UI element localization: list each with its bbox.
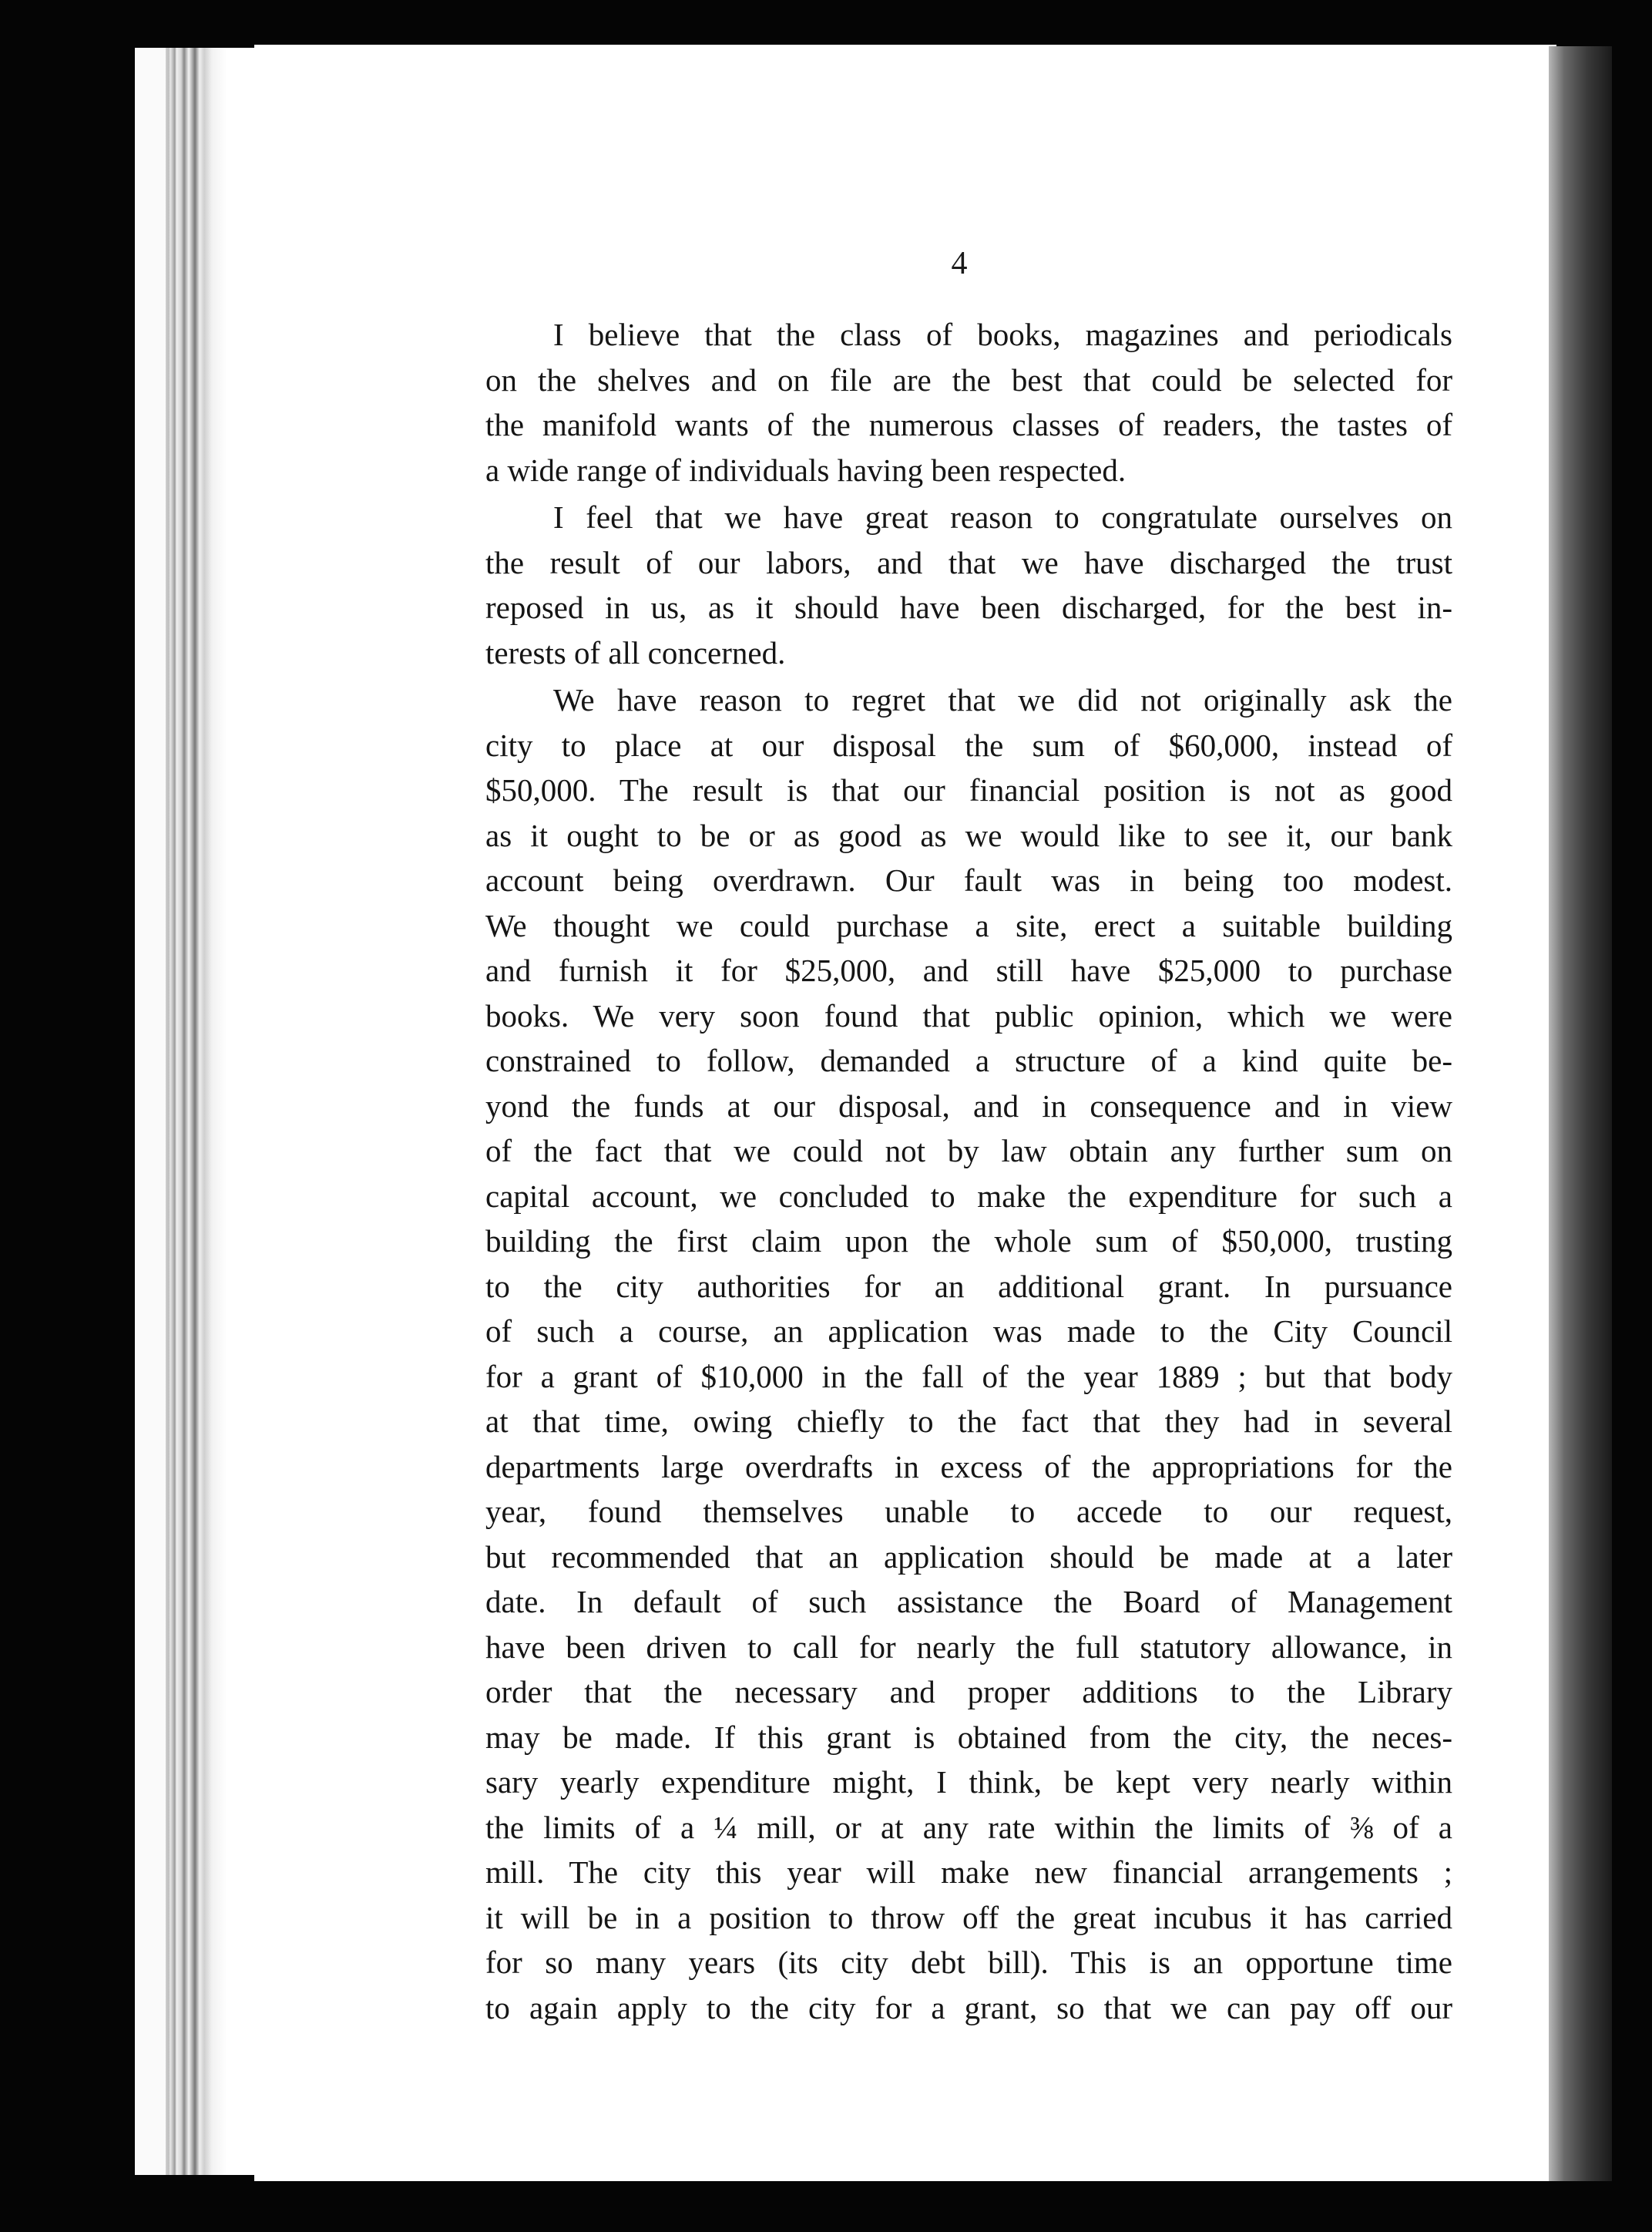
paragraph: [485, 312, 1452, 492]
text-line: constrained to follow, demanded a structure of a kind quite be-: [485, 1043, 1452, 1078]
body-text: [485, 312, 1452, 2030]
text-line: yond the funds at our disposal, and in consequence and in view: [485, 1087, 1452, 1124]
text-line: the result of our labors, and that we have discharged the trust: [485, 544, 1452, 580]
text-line: a wide range of individuals having been respected.: [485, 452, 1127, 488]
text-line: may be made. If this grant is obtained from the city, the neces-: [485, 1719, 1452, 1755]
text-line: books. We very soon found that public opinion, which we were: [485, 997, 1452, 1034]
text-line: mill. The city this year will make new financial arrangements ;: [485, 1854, 1452, 1890]
text-line: We thought we could purchase a site, erect a suitable building: [485, 907, 1452, 943]
text-line: to the city authorities for an additional grant. In pursuance: [485, 1268, 1452, 1304]
text-line: building the first claim upon the whole sum of $50,000, trusting: [485, 1223, 1452, 1259]
text-line: I feel that we have great reason to congratulate ourselves on: [553, 499, 1452, 535]
text-line: but recommended that an application should be made at a later: [485, 1538, 1452, 1575]
text-line: sary yearly expenditure might, I think, be kept very nearly within: [485, 1764, 1452, 1800]
text-line: We have reason to regret that we did not originally ask the: [553, 682, 1452, 718]
text-line: for so many years (its city debt bill). This is an opportune time: [485, 1945, 1452, 1980]
page-shadow: [1549, 46, 1612, 2181]
text-line: order that the necessary and proper additions to the Library: [485, 1674, 1452, 1709]
text-line: $50,000. The result is that our financial position is not as good: [485, 772, 1452, 808]
text-line: of such a course, an application was made to the City Council: [485, 1313, 1452, 1349]
text-line: reposed in us, as it should have been discharged, for the best in-: [485, 590, 1452, 625]
text-line: and furnish it for $25,000, and still have $25,000 to purchase: [485, 953, 1452, 988]
text-line: date. In default of such assistance the Board of Management: [485, 1584, 1452, 1619]
text-line: of the fact that we could not by law obtain any further sum on: [485, 1133, 1452, 1168]
text-line: have been driven to call for nearly the full statutory allowance, in: [485, 1629, 1452, 1665]
page-number: 4: [951, 246, 968, 281]
paragraph: [485, 677, 1452, 2030]
text-line: year, found themselves unable to accede to our request,: [485, 1494, 1452, 1529]
text-line: the manifold wants of the numerous classes of readers, the tastes of: [485, 407, 1452, 442]
text-line: account being overdrawn. Our fault was in being too modest.: [485, 862, 1452, 898]
text-line: terests of all concerned.: [485, 634, 786, 671]
text-line: to again apply to the city for a grant, so that we can pay off our: [485, 1989, 1452, 2025]
text-line: city to place at our disposal the sum of $60,000, instead of: [485, 727, 1452, 763]
text-line: departments large overdrafts in excess of the appropriations for the: [485, 1448, 1452, 1484]
text-line: it will be in a position to throw off the great incubus it has carried: [485, 1899, 1452, 1935]
text-line: I believe that the class of books, magazines and periodicals: [553, 317, 1452, 352]
paragraph: [485, 495, 1452, 675]
text-line: at that time, owing chiefly to the fact that they had in several: [485, 1403, 1452, 1439]
text-line: on the shelves and on file are the best that could be selected for: [485, 361, 1452, 398]
text-line: capital account, we concluded to make the expenditure for such a: [485, 1178, 1452, 1214]
text-line: the limits of a ¼ mill, or at any rate within the limits of ⅜ of a: [485, 1809, 1452, 1845]
text-line: as it ought to be or as good as we would like to see it, our bank: [485, 817, 1452, 853]
text-line: for a grant of $10,000 in the fall of the year 1889 ; but that body: [485, 1358, 1452, 1394]
book-page-edges: [135, 48, 274, 2175]
